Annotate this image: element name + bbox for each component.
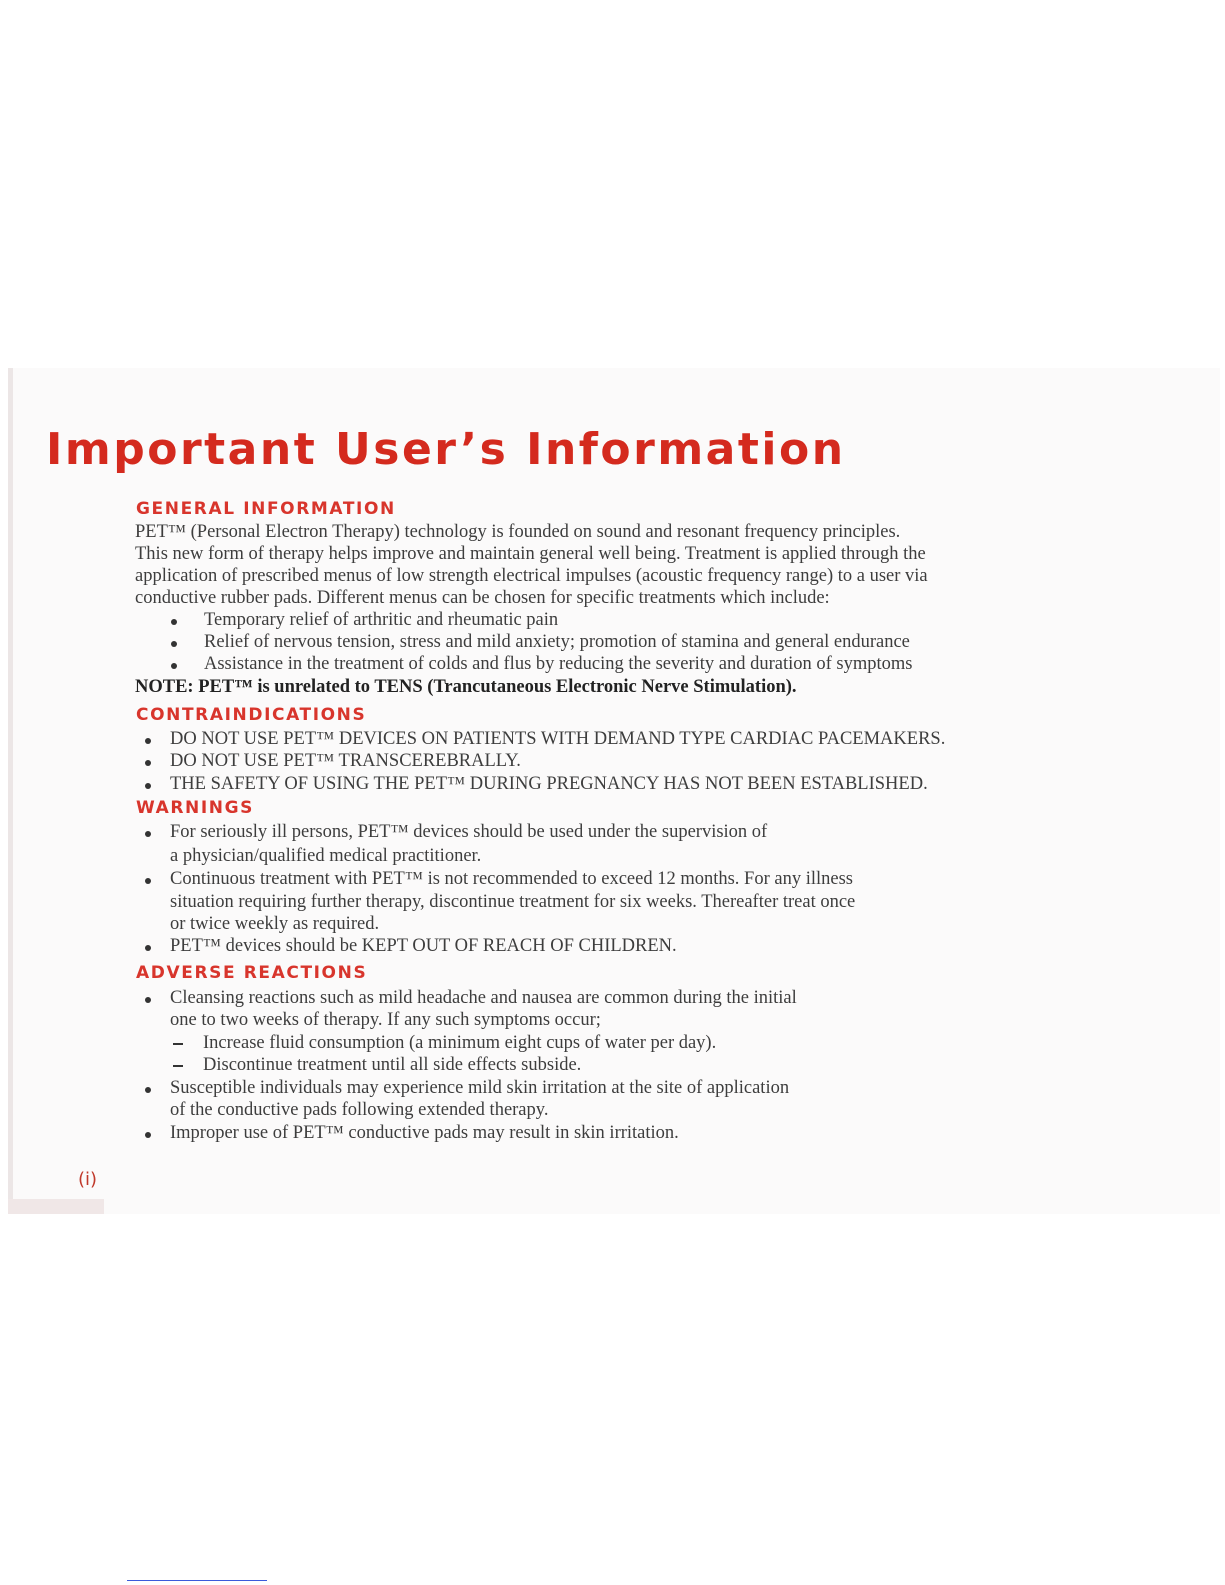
bullet-icon	[171, 641, 177, 647]
bullet-icon	[145, 738, 151, 744]
general-paragraph-line: application of prescribed menus of low strength electrical impulses (acoustic frequency range) to a user via	[135, 566, 928, 586]
page-title: Important User’s Information	[46, 424, 846, 475]
heading-adverse-reactions: ADVERSE REACTIONS	[136, 963, 368, 983]
adverse-sub-item: Increase fluid consumption (a minimum eight cups of water per day).	[203, 1033, 717, 1053]
contraindication-item: THE SAFETY OF USING THE PET™ DURING PREGNANCY HAS NOT BEEN ESTABLISHED.	[170, 774, 928, 794]
link-underline[interactable]	[127, 1580, 267, 1581]
bullet-icon	[171, 663, 177, 669]
bullet-icon	[145, 783, 151, 789]
warning-line: a physician/qualified medical practitioner.	[170, 846, 482, 866]
adverse-line: of the conductive pads following extended therapy.	[170, 1100, 549, 1120]
heading-contraindications: CONTRAINDICATIONS	[136, 705, 367, 725]
general-bullet-item: Assistance in the treatment of colds and flus by reducing the severity and duration of symptoms	[204, 654, 913, 674]
warning-line: Continuous treatment with PET™ is not recommended to exceed 12 months. For any illness	[170, 869, 854, 889]
bullet-icon	[145, 760, 151, 766]
bullet-icon	[145, 1087, 151, 1093]
bullet-icon	[145, 878, 151, 884]
dash-icon	[173, 1065, 183, 1067]
bottom-margin-rule	[8, 1199, 104, 1214]
warning-line: PET™ devices should be KEPT OUT OF REACH OF CHILDREN.	[170, 936, 677, 956]
general-bullet-item: Relief of nervous tension, stress and mild anxiety; promotion of stamina and general endurance	[204, 632, 910, 652]
adverse-sub-item: Discontinue treatment until all side effects subside.	[203, 1055, 582, 1075]
general-paragraph-line: conductive rubber pads. Different menus can be chosen for specific treatments which include:	[135, 588, 830, 608]
contraindication-item: DO NOT USE PET™ DEVICES ON PATIENTS WITH DEMAND TYPE CARDIAC PACEMAKERS.	[170, 729, 946, 749]
tens-note: NOTE: PET™ is unrelated to TENS (Trancutaneous Electronic Nerve Stimulation).	[135, 677, 797, 697]
adverse-line: Susceptible individuals may experience mild skin irritation at the site of application	[170, 1078, 790, 1098]
general-paragraph-line: This new form of therapy helps improve and maintain general well being. Treatment is applied through the	[135, 544, 926, 564]
left-margin-rule	[8, 368, 13, 1214]
adverse-line: Cleansing reactions such as mild headache and nausea are common during the initial	[170, 988, 797, 1008]
warning-line: For seriously ill persons, PET™ devices should be used under the supervision of	[170, 822, 768, 842]
page-number: (i)	[78, 1169, 98, 1190]
bullet-icon	[145, 945, 151, 951]
bullet-icon	[145, 997, 151, 1003]
bullet-icon	[171, 619, 177, 625]
heading-warnings: WARNINGS	[136, 798, 255, 818]
adverse-line: one to two weeks of therapy. If any such symptoms occur;	[170, 1010, 601, 1030]
dash-icon	[173, 1043, 183, 1045]
bullet-icon	[145, 1132, 151, 1138]
contraindication-item: DO NOT USE PET™ TRANSCEREBRALLY.	[170, 751, 521, 771]
bullet-icon	[145, 831, 151, 837]
adverse-line: Improper use of PET™ conductive pads may result in skin irritation.	[170, 1123, 679, 1143]
warning-line: situation requiring further therapy, discontinue treatment for six weeks. Thereafter treat once	[170, 892, 856, 912]
warning-line: or twice weekly as required.	[170, 914, 380, 934]
heading-general-information: GENERAL INFORMATION	[136, 499, 396, 519]
general-paragraph-line: PET™ (Personal Electron Therapy) technology is founded on sound and resonant frequency principles.	[135, 522, 901, 542]
general-bullet-item: Temporary relief of arthritic and rheumatic pain	[204, 610, 559, 630]
